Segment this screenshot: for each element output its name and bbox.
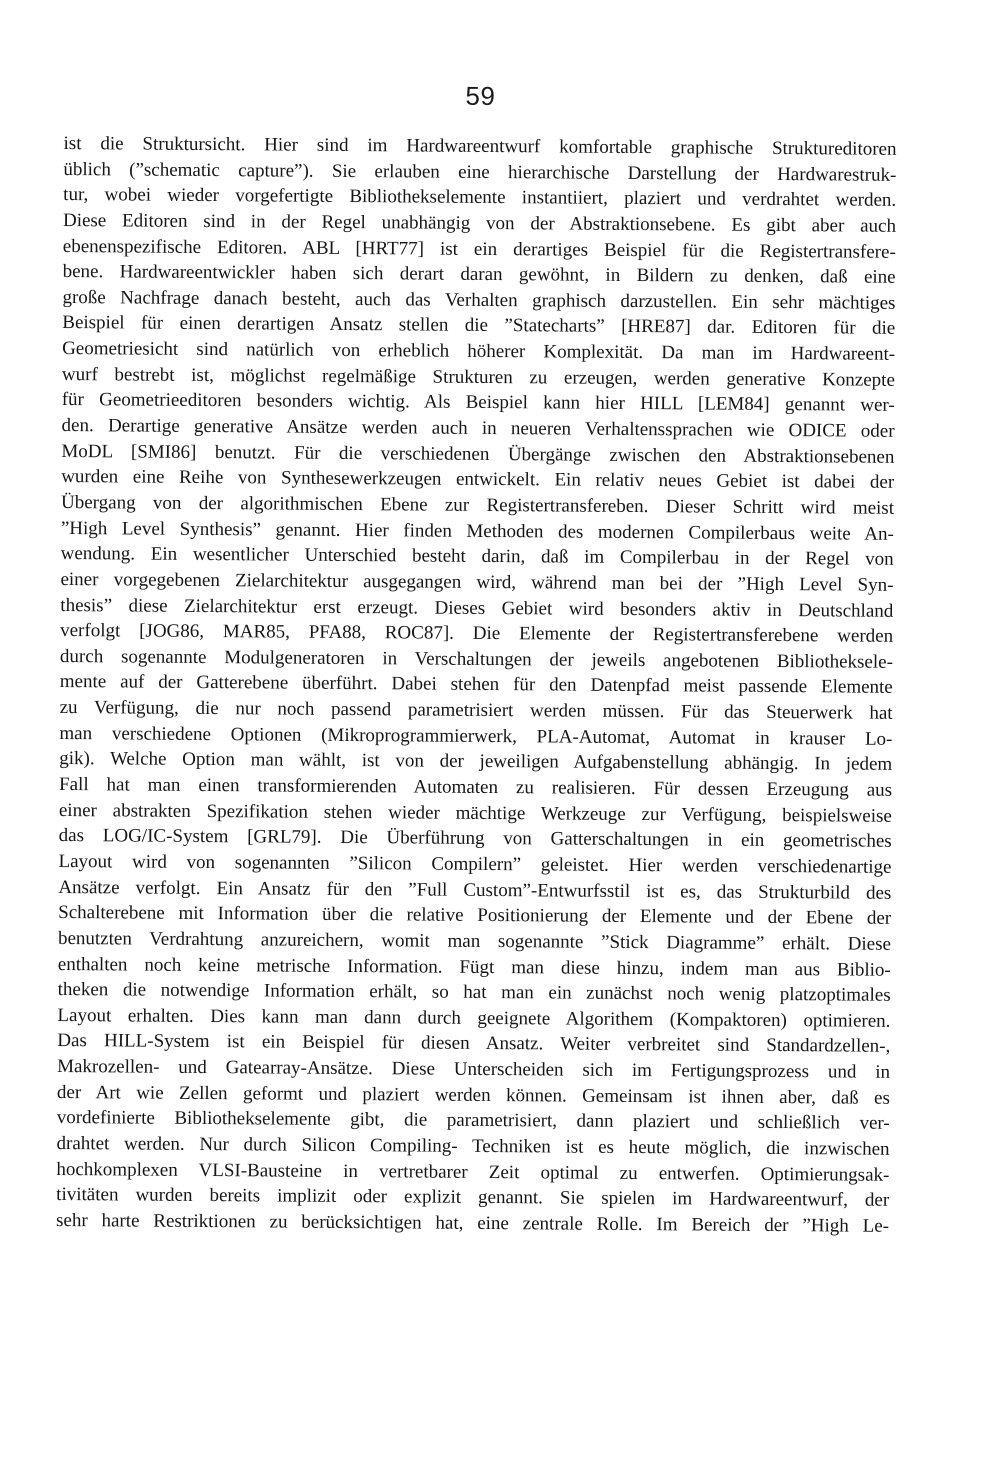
page-content: [56, 80, 897, 1239]
text-line: einer vorgegebenen Zielarchitektur ausgegangen wird, während man bei der ”High Level Syn-: [60, 568, 894, 596]
text-line: zu Verfügung, die nur noch passend parametrisiert werden müssen. Für das Steuerwerk hat: [59, 697, 893, 724]
text-line: ist die Struktursicht. Hier sind im Hardwareentwurf komfortable graphische Struktureditoren: [63, 132, 897, 160]
text-line: vordefinierte Bibliothekselemente gibt, die parametrisiert, dann plaziert und schließlich ver-: [56, 1107, 890, 1135]
text-line: das LOG/IC-System [GRL79]. Die Überführung von Gatterschaltungen in ein geometrisches: [58, 825, 892, 853]
text-line: üblich (”schematic capture”). Sie erlauben eine hierarchische Darstellung der Hardwarestruk-: [63, 158, 897, 186]
text-line: benutzten Verdrahtung anzureichern, womit man sogenannte ”Stick Diagramme” erhält. Diese: [57, 927, 892, 955]
text-line: drahtet werden. Nur durch Silicon Compiling- Techniken ist es heute möglich, die inzwischen: [56, 1132, 890, 1160]
text-line: wurden eine Reihe von Synthesewerkzeugen entwickelt. Ein relativ neues Gebiet ist dabei der: [61, 466, 895, 494]
text-line: bene. Hardwareentwickler haben sich derart daran gewöhnt, in Bildern zu denken, daß eine: [62, 261, 896, 289]
text-line: MoDL [SMI86] benutzt. Für die verschiedenen Übergänge zwischen den Abstraktionsebenen: [61, 440, 895, 468]
text-line: verfolgt [JOG86, MAR85, PFA88, ROC87]. Die Elemente der Registertransferebene werden: [60, 620, 894, 647]
text-line: Layout wird von sogenannten ”Silicon Compilern” geleistet. Hier werden verschiedenartige: [58, 850, 892, 878]
text-line: enthalten noch keine metrische Information. Fügt man diese hinzu, indem man aus Biblio-: [57, 953, 891, 981]
text-line: gik). Welche Option man wählt, ist von der jeweiligen Aufgabenstellung abhängig. In jedem: [59, 748, 893, 776]
text-line: hochkomplexen VLSI-Bausteine in vertretbarer Zeit optimal zu entwerfen. Optimierungsak-: [56, 1158, 890, 1186]
text-line: Beispiel für einen derartigen Ansatz stellen die ”Statecharts” [HRE87] dar. Editoren für die: [62, 312, 896, 340]
text-line: große Nachfrage danach besteht, auch das Verhalten graphisch darzustellen. Ein sehr mächtiges: [62, 286, 896, 314]
text-line: den. Derartige generative Ansätze werden auch in neueren Verhaltenssprachen wie ODICE oder: [61, 415, 895, 442]
text-line: ”High Level Synthesis” genannt. Hier finden Methoden des modernen Compilerbaus weite An-: [60, 517, 894, 545]
text-line: der Art wie Zellen geformt und plaziert werden können. Gemeinsam ist ihnen aber, daß es: [56, 1081, 890, 1109]
text-line: Fall hat man einen transformierenden Automaten zu realisieren. Für dessen Erzeugung aus: [59, 773, 893, 801]
text-line: durch sogenannte Modulgeneratoren in Verschaltungen der jeweils angebotenen Bibliotheksele-: [59, 645, 894, 673]
text-line: tivitäten wurden bereits implizit oder explizit genannt. Sie spielen im Hardwareentwurf, der: [56, 1184, 890, 1212]
text-line: Das HILL-System ist ein Beispiel für diesen Ansatz. Weiter verbreitet sind Standardzellen-,: [57, 1030, 891, 1058]
text-line: ebenenspezifische Editoren. ABL [HRT77] ist ein derartiges Beispiel für die Registertransfere-: [62, 235, 896, 263]
text-line: Makrozellen- und Gatearray-Ansätze. Diese Unterscheiden sich im Fertigungsprozess und in: [57, 1056, 891, 1083]
body-paragraph: [56, 131, 897, 1239]
text-line: thesis” diese Zielarchitektur erst erzeugt. Dieses Gebiet wird besonders aktiv in Deutschland: [60, 594, 894, 622]
text-line: Übergang von der algorithmischen Ebene zur Registertransfereben. Dieser Schritt wird meist: [60, 491, 895, 519]
text-line: für Geometrieeditoren besonders wichtig. Als Beispiel kann hier HILL [LEM84] genannt wer-: [61, 389, 895, 417]
page-number: 59: [465, 80, 496, 112]
text-line: theken die notwendige Information erhält, so hat man ein zunächst noch wenig platzoptimales: [57, 979, 891, 1006]
text-line: einer abstrakten Spezifikation stehen wieder mächtige Werkzeuge zur Verfügung, beispielsweise: [58, 799, 892, 827]
text-line: mente auf der Gatterebene überführt. Dabei stehen für den Datenpfad meist passende Elemente: [59, 671, 893, 699]
text-line: man verschiedene Optionen (Mikroprogrammierwerk, PLA-Automat, Automat in krauser Lo-: [59, 722, 893, 750]
text-line: Schalterebene mit Information über die relative Positionierung der Elemente und der Ebene der: [58, 902, 892, 930]
text-line: Layout erhalten. Dies kann man dann durch geeignete Algorithem (Kompaktoren) optimieren.: [57, 1004, 891, 1032]
text-line: wendung. Ein wesentlicher Unterschied besteht darin, daß im Compilerbau in der Regel von: [60, 543, 894, 571]
text-line: wurf bestrebt ist, möglichst regelmäßige Strukturen zu erzeugen, werden generative Konzepte: [61, 363, 895, 391]
text-line: tur, wobei wieder vorgefertigte Bibliothekselemente instantiiert, plaziert und verdrahtet werden.: [63, 184, 897, 212]
text-line: Diese Editoren sind in der Regel unabhängig von der Abstraktionsebene. Es gibt aber auch: [62, 209, 897, 237]
text-line: Geometriesicht sind natürlich von erheblich höherer Komplexität. Da man im Hardwareent-: [62, 338, 896, 365]
text-line: sehr harte Restriktionen zu berücksichtigen hat, eine zentrale Rolle. Im Bereich der ”High Le-: [55, 1209, 890, 1237]
text-line: Ansätze verfolgt. Ein Ansatz für den ”Full Custom”-Entwurfsstil ist es, das Strukturbild des: [58, 876, 892, 904]
